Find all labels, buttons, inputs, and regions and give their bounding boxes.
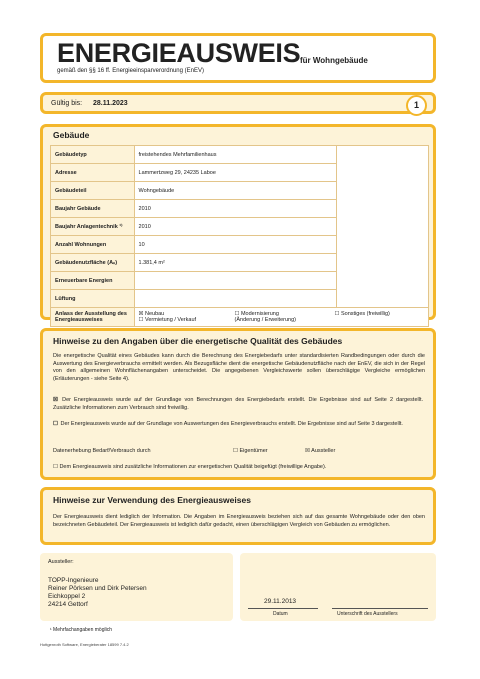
notes-intro: Die energetische Qualität eines Gebäudes kann durch die Berechnung des Energiebedarfs unter standardisierten Randbedingungen oder durch die Auswertung des Energieverbrauchs ermittelt werden. Als Bezugsfläche dient die energetische Gebäudenutzfläche nach der EnEV, die sich in der Regel von den allgemeinen Wohnflächenangaben unterscheidet. Die angegebenen Vergleichswerte sollen überschlägige Vergleiche ermöglichen (Erläuterungen - siehe Seite 4). <box>53 353 425 382</box>
signature-box <box>240 553 436 621</box>
row-key: Gebäudetyp <box>51 146 135 164</box>
legal-basis: gemäß den §§ 16 ff. Energieeinsparverordnung (EnEV) <box>57 68 204 74</box>
issuer-box <box>40 553 233 621</box>
verbrauch-text: Der Energieausweis wurde auf der Grundlage von Auswertungen des Energieverbrauchs erstellt. Die Ergebnisse sind auf Seite 3 dargestellt. <box>60 421 403 427</box>
document-subtitle: für Wohngebäude <box>300 56 368 65</box>
reason-modernisierung-checkbox: ☐ Modernisierung <box>234 311 279 317</box>
table-row <box>51 308 429 327</box>
row-value: 2010 <box>134 218 337 236</box>
zusatz-checkbox: ☐ Dem Energieausweis sind zusätzliche Informationen zur energetischen Qualität beigefügt (freiwillige Angabe). <box>53 464 327 470</box>
notes-verbrauch <box>53 421 423 429</box>
issuer-line: 24214 Gettorf <box>48 601 88 608</box>
reason-label: Anlass der Ausstellung des Energieausweises <box>51 308 135 327</box>
row-value: 1.381,4 m² <box>134 254 337 272</box>
bedarf-checkbox: ☒ <box>53 397 58 403</box>
signature-date: 29.11.2013 <box>264 598 297 605</box>
building-section <box>40 124 436 323</box>
row-value <box>134 272 337 290</box>
row-value: 2010 <box>134 200 337 218</box>
footnote: ¹ Mehrfachangaben möglich <box>50 627 112 633</box>
row-value: freistehendes Mehrfamilienhaus <box>134 146 337 164</box>
page-number-badge: 1 <box>406 95 427 116</box>
reason-options <box>134 308 428 327</box>
table-row <box>51 146 429 164</box>
software-footer: Hottgenroth Software, Energieberater 18599 7.4.2 <box>40 642 129 647</box>
row-key: Baujahr Gebäude <box>51 200 135 218</box>
notes-section <box>40 328 436 480</box>
row-key: Gebäudenutzfläche (Aₙ) <box>51 254 135 272</box>
issuer-line: TOPP-Ingenieure <box>48 577 99 584</box>
row-key: Baujahr Anlagentechnik ¹⁾ <box>51 218 135 236</box>
row-key: Erneuerbare Energien <box>51 272 135 290</box>
row-value: Lammertzweg 29, 24235 Laboe <box>134 164 337 182</box>
issuer-address <box>48 577 147 609</box>
signature-label: Unterschrift des Ausstellers <box>337 611 398 617</box>
issuer-line: Reiner Pörksen und Dirk Petersen <box>48 585 147 592</box>
eigentuemer-checkbox: ☐ Eigentümer <box>233 448 268 454</box>
building-section-title: Gebäude <box>53 130 90 140</box>
row-value <box>134 290 337 308</box>
signature-line <box>332 608 428 609</box>
document-title: ENERGIEAUSWEIS <box>57 38 301 68</box>
date-label: Datum <box>273 611 288 617</box>
validity-label: Gültig bis: <box>51 100 83 107</box>
usage-text: Der Energieausweis dient lediglich der Information. Die Angaben im Energieausweis beziehen sich auf das gesamte Wohngebäude oder den oben bezeichneten Gebäudeteil. Der Energieausweis ist lediglich dafür gedacht, einen überschlägigen Vergleich von Gebäuden zu ermöglichen. <box>53 514 425 528</box>
row-key: Adresse <box>51 164 135 182</box>
row-value: 10 <box>134 236 337 254</box>
validity-date: 28.11.2023 <box>93 100 128 107</box>
usage-section <box>40 487 436 545</box>
aussteller-checkbox: ☒ Aussteller <box>305 448 336 454</box>
notes-section-title: Hinweise zu den Angaben über die energetische Qualität des Gebäudes <box>53 336 343 346</box>
usage-section-title: Hinweise zur Verwendung des Energieausweises <box>53 495 251 505</box>
row-key: Lüftung <box>51 290 135 308</box>
datenerhebung-label: Datenerhebung Bedarf/Verbrauch durch <box>53 448 151 454</box>
header-box <box>40 33 436 83</box>
reason-aenderung-text: (Änderung / Erweiterung) <box>234 317 296 323</box>
building-photo-placeholder <box>337 146 429 308</box>
reason-vermietung-checkbox: ☐ Vermietung / Verkauf <box>138 317 197 323</box>
row-key: Gebäudeteil <box>51 182 135 200</box>
verbrauch-checkbox: ☐ <box>53 421 58 427</box>
bedarf-text: Der Energieausweis wurde auf der Grundlage von Berechnungen des Energiebedarfs erstellt. Die Ergebnisse sind auf Seite 2 dargestellt. Zusätzliche Informationen zum Verbrauch sind freiwillig. <box>53 397 423 411</box>
issuer-label: Aussteller: <box>48 559 74 565</box>
building-table <box>50 145 429 327</box>
row-key: Anzahl Wohnungen <box>51 236 135 254</box>
row-value: Wohngebäude <box>134 182 337 200</box>
validity-bar <box>40 92 436 114</box>
reason-neubau-checkbox: ☒ Neubau <box>138 311 165 317</box>
notes-bedarf <box>53 397 423 412</box>
date-line <box>248 608 318 609</box>
reason-sonstiges-checkbox: ☐ Sonstiges (freiwillig) <box>334 311 390 317</box>
issuer-line: Eichkoppel 2 <box>48 593 86 600</box>
